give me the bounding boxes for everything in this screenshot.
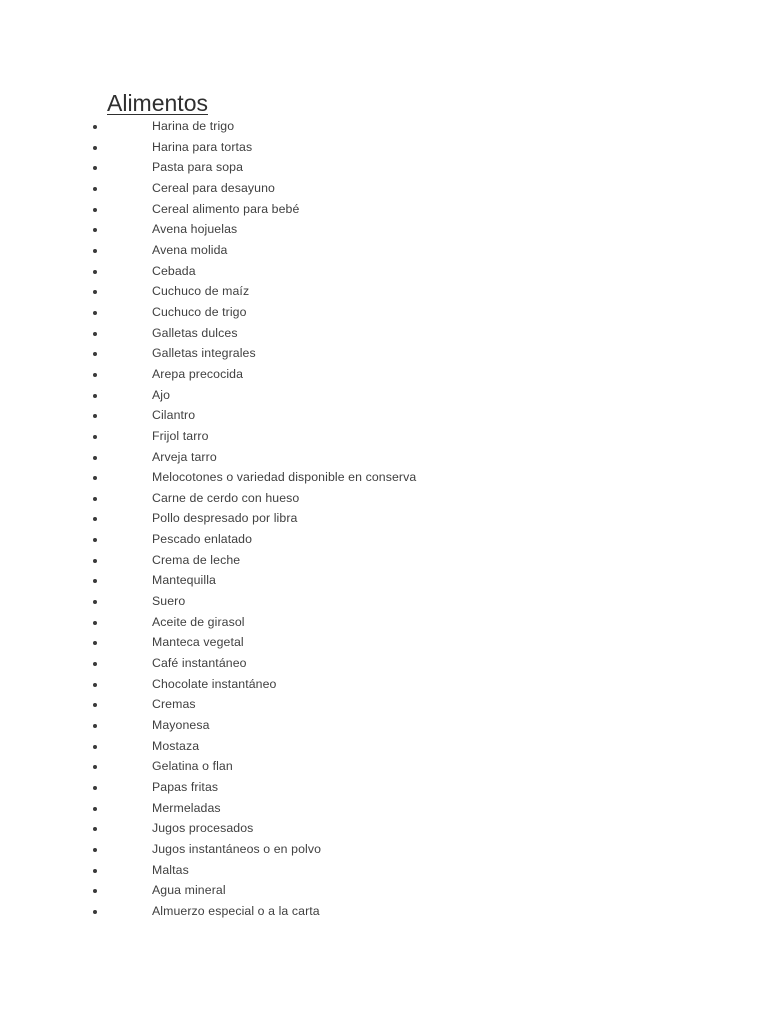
list-item — [0, 343, 768, 364]
list-item — [0, 199, 768, 220]
bullet-icon — [93, 579, 97, 583]
bullet-icon — [93, 621, 97, 625]
list-item-label: Jugos procesados — [152, 821, 254, 836]
bullet-icon — [93, 724, 97, 728]
list-item — [0, 612, 768, 633]
bullet-icon — [93, 166, 97, 170]
bullet-icon — [93, 683, 97, 687]
list-item-label: Cuchuco de maíz — [152, 284, 250, 299]
list-item — [0, 694, 768, 715]
list-item — [0, 632, 768, 653]
list-item-label: Jugos instantáneos o en polvo — [152, 841, 322, 856]
list-item-label: Arveja tarro — [152, 449, 217, 464]
list-item-label: Café instantáneo — [152, 656, 247, 671]
list-item — [0, 798, 768, 819]
list-item-label: Galletas dulces — [152, 325, 238, 340]
list-item-label: Gelatina o flan — [152, 759, 233, 774]
list-item-label: Melocotones o variedad disponible en conserva — [152, 470, 417, 485]
list-item — [0, 364, 768, 385]
bullet-icon — [93, 208, 97, 212]
list-item — [0, 550, 768, 571]
bullet-icon — [93, 228, 97, 232]
list-item — [0, 880, 768, 901]
list-item-label: Galletas integrales — [152, 346, 256, 361]
bullet-icon — [93, 662, 97, 666]
list-item — [0, 570, 768, 591]
list-item-label: Cilantro — [152, 408, 196, 423]
list-item-label: Cereal alimento para bebé — [152, 201, 300, 216]
list-item — [0, 508, 768, 529]
list-item-label: Chocolate instantáneo — [152, 676, 277, 691]
list-item — [0, 281, 768, 302]
list-item — [0, 756, 768, 777]
list-item — [0, 839, 768, 860]
bullet-icon — [93, 394, 97, 398]
document-title: Alimentos — [107, 90, 208, 116]
list-item — [0, 178, 768, 199]
list-item-label: Crema de leche — [152, 552, 241, 567]
list-item-label: Manteca vegetal — [152, 635, 244, 650]
list-item — [0, 447, 768, 468]
list-item-label: Pollo despresado por libra — [152, 511, 298, 526]
list-item-label: Mermeladas — [152, 800, 221, 815]
list-item-label: Avena hojuelas — [152, 222, 238, 237]
list-item-label: Frijol tarro — [152, 428, 209, 443]
list-item-label: Suero — [152, 594, 186, 609]
bullet-icon — [93, 517, 97, 521]
list-item-label: Harina para tortas — [152, 139, 253, 154]
bullet-icon — [93, 311, 97, 315]
list-item-label: Mayonesa — [152, 718, 210, 733]
list-item-label: Cereal para desayuno — [152, 180, 275, 195]
list-item-label: Cebada — [152, 263, 196, 278]
list-item-label: Cremas — [152, 697, 196, 712]
list-item — [0, 736, 768, 757]
list-item — [0, 860, 768, 881]
bullet-icon — [93, 600, 97, 604]
bullet-icon — [93, 187, 97, 191]
list-item-label: Papas fritas — [152, 780, 219, 794]
list-item — [0, 323, 768, 344]
list-item — [0, 674, 768, 695]
bullet-icon — [93, 290, 97, 294]
bullet-icon — [93, 559, 97, 563]
list-item — [0, 405, 768, 426]
bullet-icon — [93, 745, 97, 749]
bullet-icon — [93, 332, 97, 336]
bullet-icon — [93, 456, 97, 460]
bullet-icon — [93, 435, 97, 439]
bullet-icon — [93, 476, 97, 480]
list-item — [0, 488, 768, 509]
bullet-icon — [93, 910, 97, 914]
list-item-label: Agua mineral — [152, 883, 226, 898]
food-list — [0, 116, 768, 922]
list-item-label: Harina de trigo — [152, 119, 235, 133]
bullet-icon — [93, 703, 97, 707]
list-item — [0, 137, 768, 158]
list-item-label: Pasta para sopa — [152, 160, 244, 175]
bullet-icon — [93, 414, 97, 418]
bullet-icon — [93, 641, 97, 645]
bullet-icon — [93, 146, 97, 150]
bullet-icon — [93, 848, 97, 852]
bullet-icon — [93, 765, 97, 769]
list-item — [0, 818, 768, 839]
bullet-icon — [93, 497, 97, 501]
list-item — [0, 302, 768, 323]
bullet-icon — [93, 538, 97, 542]
bullet-icon — [93, 786, 97, 790]
list-item — [0, 715, 768, 736]
list-item-label: Aceite de girasol — [152, 614, 245, 629]
list-item — [0, 426, 768, 447]
list-item-label: Carne de cerdo con hueso — [152, 490, 300, 505]
list-item — [0, 385, 768, 406]
list-item-label: Pescado enlatado — [152, 532, 253, 547]
list-item — [0, 219, 768, 240]
bullet-icon — [93, 373, 97, 377]
bullet-icon — [93, 807, 97, 811]
list-item-label: Cuchuco de trigo — [152, 304, 247, 319]
bullet-icon — [93, 249, 97, 253]
bullet-icon — [93, 827, 97, 831]
bullet-icon — [93, 889, 97, 893]
bullet-icon — [93, 352, 97, 356]
list-item-label: Arepa precocida — [152, 366, 244, 381]
list-item — [0, 901, 768, 922]
list-item-label: Almuerzo especial o a la carta — [152, 903, 320, 918]
bullet-icon — [93, 270, 97, 274]
list-item — [0, 157, 768, 178]
bullet-icon — [93, 869, 97, 873]
list-item — [0, 116, 768, 137]
list-item — [0, 529, 768, 550]
list-item-label: Ajo — [152, 387, 171, 402]
list-item — [0, 653, 768, 674]
list-item — [0, 240, 768, 261]
list-item — [0, 261, 768, 282]
list-item-label: Mostaza — [152, 738, 200, 753]
list-item — [0, 777, 768, 798]
list-item-label: Mantequilla — [152, 573, 216, 588]
list-item — [0, 467, 768, 488]
list-item — [0, 591, 768, 612]
list-item-label: Maltas — [152, 862, 189, 877]
bullet-icon — [93, 125, 97, 129]
list-item-label: Avena molida — [152, 242, 228, 257]
